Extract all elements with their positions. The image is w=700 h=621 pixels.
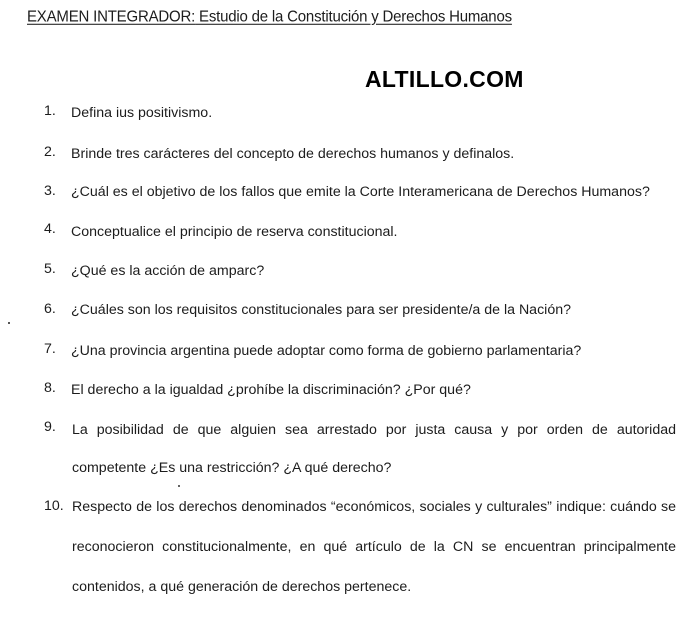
question-9 (44, 418, 684, 478)
question-number: 8. (44, 380, 56, 396)
question-5 (44, 260, 684, 280)
question-text: ¿Una provincia argentina puede adoptar como forma de gobierno parlamentaria? (71, 343, 582, 359)
question-text: El derecho a la igualdad ¿prohíbe la discriminación? ¿Por qué? (71, 382, 471, 398)
question-text: Conceptualice el principio de reserva constitucional. (71, 224, 398, 240)
question-10 (44, 497, 684, 597)
question-number: 2. (44, 144, 56, 160)
question-4 (44, 220, 684, 240)
question-2 (44, 143, 684, 163)
question-text-line: reconocieron constitucionalmente, en qué artículo de la CN se encuentran principalmente (72, 539, 676, 555)
exam-title-lead: EXAMEN INTEGRADOR: (27, 8, 196, 26)
question-number: 1. (44, 103, 56, 119)
exam-title-subject: Estudio de la Constitución y Derechos Humanos (195, 8, 512, 26)
question-text: Defina ius positivismo. (71, 105, 213, 121)
question-text: ¿Qué es la acción de amparc? (71, 263, 265, 279)
question-number: 7. (44, 341, 56, 357)
question-text-line: La posibilidad de que alguien sea arrestado por justa causa y por orden de autoridad (72, 422, 676, 438)
exam-header (27, 8, 512, 26)
stray-mark (178, 485, 180, 487)
question-number: 6. (44, 301, 56, 317)
question-text: ¿Cuál es el objetivo de los fallos que emite la Corte Interamericana de Derechos Humanos? (71, 184, 650, 200)
question-number: 9. (44, 419, 56, 435)
question-7 (44, 340, 684, 360)
question-1 (44, 102, 684, 122)
question-text: ¿Cuáles son los requisitos constitucionales para ser presidente/a de la Nación? (71, 302, 571, 318)
question-6 (44, 300, 684, 320)
question-8 (44, 379, 684, 399)
question-3 (44, 182, 684, 202)
question-text-line: competente ¿Es una restricción? ¿A qué derecho? (72, 460, 392, 476)
question-text-line: contenidos, a qué generación de derechos pertenece. (72, 579, 412, 595)
margin-speck (8, 322, 10, 324)
question-text-line: Respecto de los derechos denominados “económicos, sociales y culturales” indique: cuándo se (72, 499, 676, 515)
watermark-logo: ALTILLO.COM (365, 66, 524, 92)
question-number: 5. (44, 261, 56, 277)
question-number: 3. (44, 183, 56, 199)
question-text: Brinde tres carácteres del concepto de derechos humanos y definalos. (71, 146, 515, 162)
question-number: 4. (44, 221, 56, 237)
question-number: 10. (44, 498, 64, 514)
